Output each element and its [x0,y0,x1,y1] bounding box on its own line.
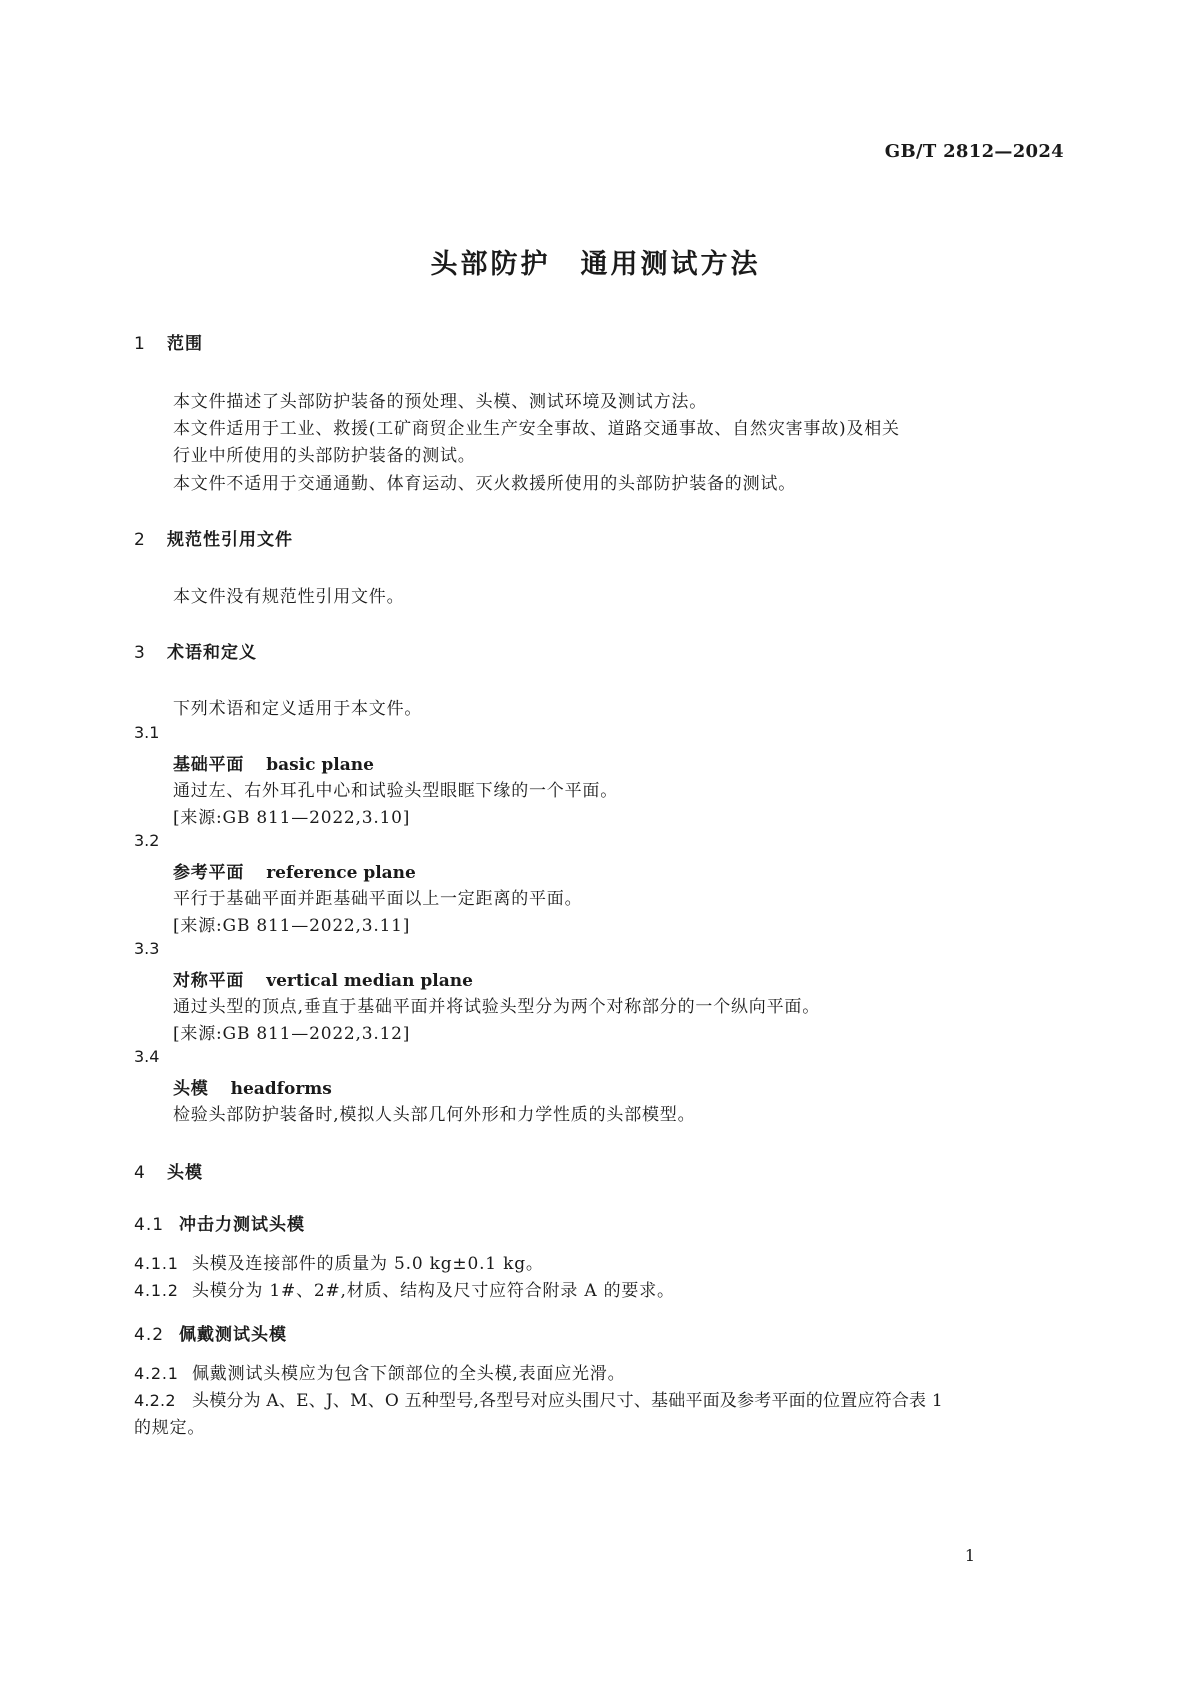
term-source: [来源:GB 811—2022,3.12] [173,1024,411,1044]
clause-number: 4.1.2 [134,1281,179,1300]
section-title: 规范性引用文件 [167,530,293,550]
section-number: 2 [134,530,146,550]
section-1-heading [134,329,203,354]
section-title: 术语和定义 [167,643,257,663]
paragraph: 本文件适用于工业、救援(工矿商贸企业生产安全事故、道路交通事故、自然灾害事故)及相关 [173,419,900,439]
term-en: headforms [230,1079,332,1099]
term-number: 3.2 [134,831,160,850]
clause-4-1-1 [134,1249,544,1274]
paragraph: 本文件不适用于交通通勤、体育运动、灭火救援所使用的头部防护装备的测试。 [173,474,796,494]
clause-4-2-2 [134,1386,943,1411]
section-4-heading [134,1158,203,1183]
clause-text: 头模分为 A、E、J、M、O 五种型号,各型号对应头围尺寸、基础平面及参考平面的位置应符合表 1 [192,1391,943,1411]
term-en: vertical median plane [266,971,473,991]
clause-4-1-2 [134,1276,675,1301]
term-zh: 头模 [173,1079,209,1099]
paragraph: 行业中所使用的头部防护装备的测试。 [173,446,476,466]
clause-text: 头模及连接部件的质量为 5.0 kg±0.1 kg。 [192,1254,544,1274]
paragraph: 下列术语和定义适用于本文件。 [173,699,423,719]
term-definition: 通过左、右外耳孔中心和试验头型眼眶下缘的一个平面。 [173,781,618,801]
section-title: 佩戴测试头模 [179,1325,287,1345]
section-title: 冲击力测试头模 [179,1215,305,1235]
subsection-4-2-heading [134,1320,287,1345]
section-number: 1 [134,334,146,354]
term-number: 3.3 [134,939,160,958]
clause-text: 头模分为 1#、2#,材质、结构及尺寸应符合附录 A 的要求。 [192,1281,675,1301]
section-2-heading [134,525,293,550]
section-number: 3 [134,643,146,663]
section-number: 4.1 [134,1215,165,1235]
term-zh: 对称平面 [173,971,245,991]
page-number: 1 [964,1546,975,1565]
clause-4-2-1 [134,1359,625,1384]
section-title: 头模 [167,1163,203,1183]
term-definition: 通过头型的顶点,垂直于基础平面并将试验头型分为两个对称部分的一个纵向平面。 [173,997,821,1017]
term-definition: 检验头部防护装备时,模拟人头部几何外形和力学性质的头部模型。 [173,1105,696,1125]
term-en: basic plane [266,755,374,775]
paragraph: 本文件没有规范性引用文件。 [173,587,405,607]
section-3-heading [134,638,257,663]
term-source: [来源:GB 811—2022,3.11] [173,916,411,936]
term-heading [173,966,473,991]
section-number: 4.2 [134,1325,165,1345]
term-heading [173,750,374,775]
clause-number: 4.2.2 [134,1391,176,1410]
term-zh: 参考平面 [173,863,245,883]
term-number: 3.1 [134,723,160,742]
clause-number: 4.1.1 [134,1254,179,1273]
term-definition: 平行于基础平面并距基础平面以上一定距离的平面。 [173,889,583,909]
section-title: 范围 [167,334,203,354]
clause-number: 4.2.1 [134,1364,179,1383]
term-heading [173,858,416,883]
clause-text: 佩戴测试头模应为包含下颌部位的全头模,表面应光滑。 [192,1364,626,1384]
term-zh: 基础平面 [173,755,245,775]
term-source: [来源:GB 811—2022,3.10] [173,808,411,828]
term-heading [173,1074,332,1099]
term-number: 3.4 [134,1047,160,1066]
paragraph: 本文件描述了头部防护装备的预处理、头模、测试环境及测试方法。 [173,392,707,412]
clause-continuation: 的规定。 [134,1418,206,1438]
section-number: 4 [134,1163,146,1183]
term-en: reference plane [266,863,416,883]
document-code: GB/T 2812—2024 [884,141,1064,162]
page-title: 头部防护 通用测试方法 [430,249,761,280]
subsection-4-1-heading [134,1210,305,1235]
